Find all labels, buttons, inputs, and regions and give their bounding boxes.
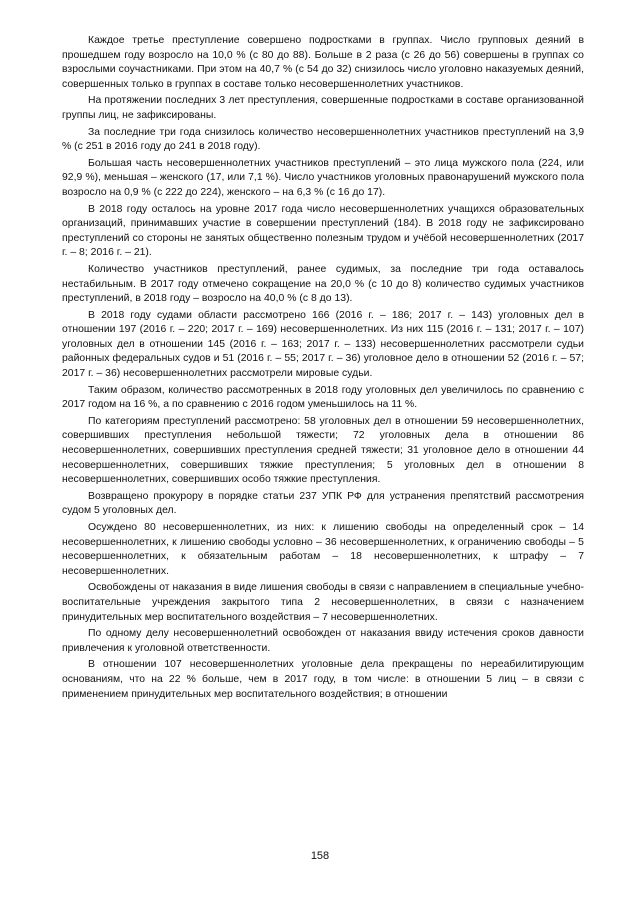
paragraph: В 2018 году осталось на уровне 2017 года число несовершеннолетних учащихся образовательных организаций, принимавших участие в совершении преступлений (184). В 2018 году не зафиксировано преступлений со стороны не занятых общественно полезным трудом и учёбой несовершеннолетних (2017 г. – 8; 2016 г. – 21). (62, 203, 584, 259)
paragraph: За последние три года снизилось количество несовершеннолетних участников преступлений на 3,9 % (с 251 в 2016 году до 241 в 2018 году). (62, 126, 584, 153)
paragraph: Количество участников преступлений, ранее судимых, за последние три года оставалось нестабильным. В 2017 году отмечено сокращение на 20,0 % (с 10 до 8) количество судимых участников преступлений, в 2018 году – возросло на 40,0 % (с 8 до 13). (62, 263, 584, 305)
paragraph: Осуждено 80 несовершеннолетних, из них: к лишению свободы на определенный срок – 14 несовершеннолетних, к лишению свободы условно – 36 несовершеннолетних, к ограничению свободы – 5 несовершеннолетних, к обязательным работам – 18 несовершеннолетних, к штрафу – 7 несовершеннолетних. (62, 522, 584, 577)
paragraph: Возвращено прокурору в порядке статьи 237 УПК РФ для устранения препятствий рассмотрения судом 5 уголовных дел. (62, 490, 584, 517)
paragraph: На протяжении последних 3 лет преступления, совершенные подростками в составе организованной группы лиц, не зафиксированы. (62, 95, 584, 121)
paragraph: В отношении 107 несовершеннолетних уголовные дела прекращены по нереабилитирующим основаниям, что на 22 % больше, чем в 2017 году, в том числе: в отношении 5 лиц – в связи с применением принудительных мер воспитательного воздействия; в отношении (62, 659, 584, 700)
paragraph: По одному делу несовершеннолетний освобожден от наказания ввиду истечения сроков давности привлечения к уголовной ответственности. (62, 628, 584, 654)
paragraph: Большая часть несовершеннолетних участников преступлений – это лица мужского пола (224, или 92,9 %), меньшая – женского (17, или 7,1 %). Число участников уголовных правонарушений мужского пола возросло на 0,9 % (с 222 до 224), женского – на 6,3 % (с 16 до 17). (62, 157, 584, 198)
paragraph: В 2018 году судами области рассмотрено 166 (2016 г. – 186; 2017 г. – 143) уголовных дел в отношении 197 (2016 г. – 220; 2017 г. – 169) несовершеннолетних. Из них 115 (2016 г. – 131; 2017 г. – 107) уголовных дел в отношении 145 (2016 г. – 163; 2017 г. – 133) несовершеннолетних рассмотрели судьи районных федеральных судов и 51 (2016 г. – 55; 2017 г. – 36) уголовное дело в отношении 52 (2016 г. – 57; 2017 г. – 36) несовершеннолетних рассмотрели мировые судьи. (62, 309, 584, 380)
page-number: 158 (310, 850, 330, 862)
paragraph: Каждое третье преступление совершено подростками в группах. Число групповых деяний в прошедшем году возросло на 10,0 % (с 80 до 88). Больше в 2 раза (с 26 до 56) совершены в группах со взрослыми соучастниками. При этом на 40,7 % (с 54 до 32) снизилось число уголовно наказуемых деяний, совершенных только в группах в составе только несовершеннолетних участников. (62, 35, 584, 90)
paragraph: Таким образом, количество рассмотренных в 2018 году уголовных дел увеличилось по сравнению с 2017 годом на 16 %, а по сравнению с 2016 годом уменьшилось на 11 %. (62, 384, 584, 411)
paragraph: По категориям преступлений рассмотрено: 58 уголовных дел в отношении 59 несовершеннолетних, совершивших преступления небольшой тяжести; 72 уголовных дела в отношении 86 несовершеннолетних, совершивших преступления средней тяжести; 31 уголовное дело в отношении 44 несовершеннолетних, совершивших тяжкие преступления; 5 уголовных дел в отношении 8 несовершеннолетних, совершивших особо тяжкие преступления. (62, 415, 584, 486)
paragraph: Освобождены от наказания в виде лишения свободы в связи с направлением в специальные учебно-воспитательные учреждения закрытого типа 2 несовершеннолетних, в связи с назначением принудительных мер воспитательного воздействия – 7 несовершеннолетних. (62, 582, 584, 623)
